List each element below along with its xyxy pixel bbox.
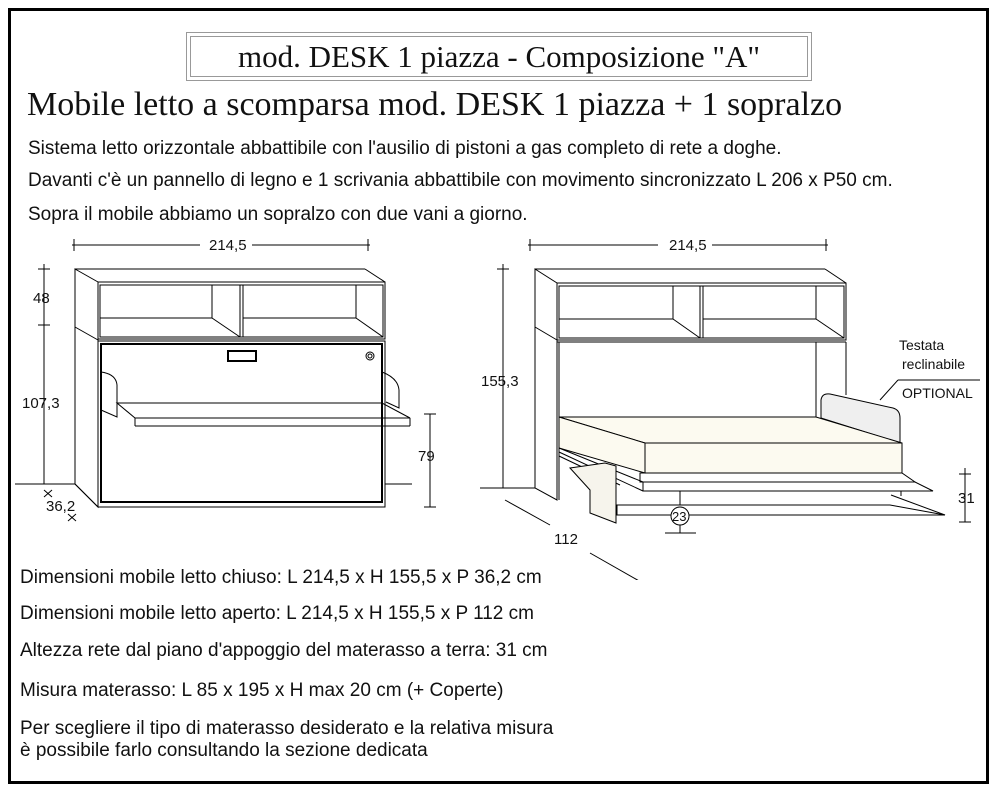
desk-height-dim: 79	[418, 448, 435, 465]
page-title: mod. DESK 1 piazza - Composizione "A"	[190, 36, 808, 77]
bed-height-dim: 31	[958, 490, 975, 507]
headboard-label-2: reclinabile	[902, 356, 966, 372]
closed-width-dim: 214,5	[209, 237, 247, 254]
note-line: Per scegliere il tipo di materasso desiderato e la relativa misura	[20, 718, 554, 739]
note-line: è possibile farlo consultando la sezione dedicata	[20, 740, 428, 761]
spec-line: Dimensioni mobile letto aperto: L 214,5 x H 155,5 x P 112 cm	[20, 603, 534, 624]
open-depth-dim: 112	[554, 531, 578, 548]
open-height-dim: 155,3	[481, 373, 519, 390]
optional-label: OPTIONAL	[902, 385, 973, 401]
product-heading: Mobile letto a scomparsa mod. DESK 1 piazza + 1 sopralzo	[27, 86, 843, 123]
closed-depth-dim: 36,2	[46, 498, 76, 515]
description-line: Sopra il mobile abbiamo un sopralzo con due vani a giorno.	[28, 204, 528, 225]
leg-dim: 23	[672, 509, 687, 524]
open-width-dim: 214,5	[669, 237, 707, 254]
spec-line: Misura materasso: L 85 x 195 x H max 20 cm (+ Coperte)	[20, 680, 504, 701]
description-line: Davanti c'è un pannello di legno e 1 scrivania abbattibile con movimento sincronizzato L 206 x P50 cm.	[28, 170, 893, 191]
headboard-label: Testata	[899, 337, 945, 353]
closed-total-height-dim: 107,3	[22, 395, 60, 412]
description-line: Sistema letto orizzontale abbattibile con l'ausilio di pistoni a gas completo di rete a doghe.	[28, 138, 782, 159]
closed-top-height-dim: 48	[33, 290, 50, 307]
spec-line: Dimensioni mobile letto chiuso: L 214,5 x H 155,5 x P 36,2 cm	[20, 567, 542, 588]
spec-line: Altezza rete dal piano d'appoggio del materasso a terra: 31 cm	[20, 640, 548, 661]
